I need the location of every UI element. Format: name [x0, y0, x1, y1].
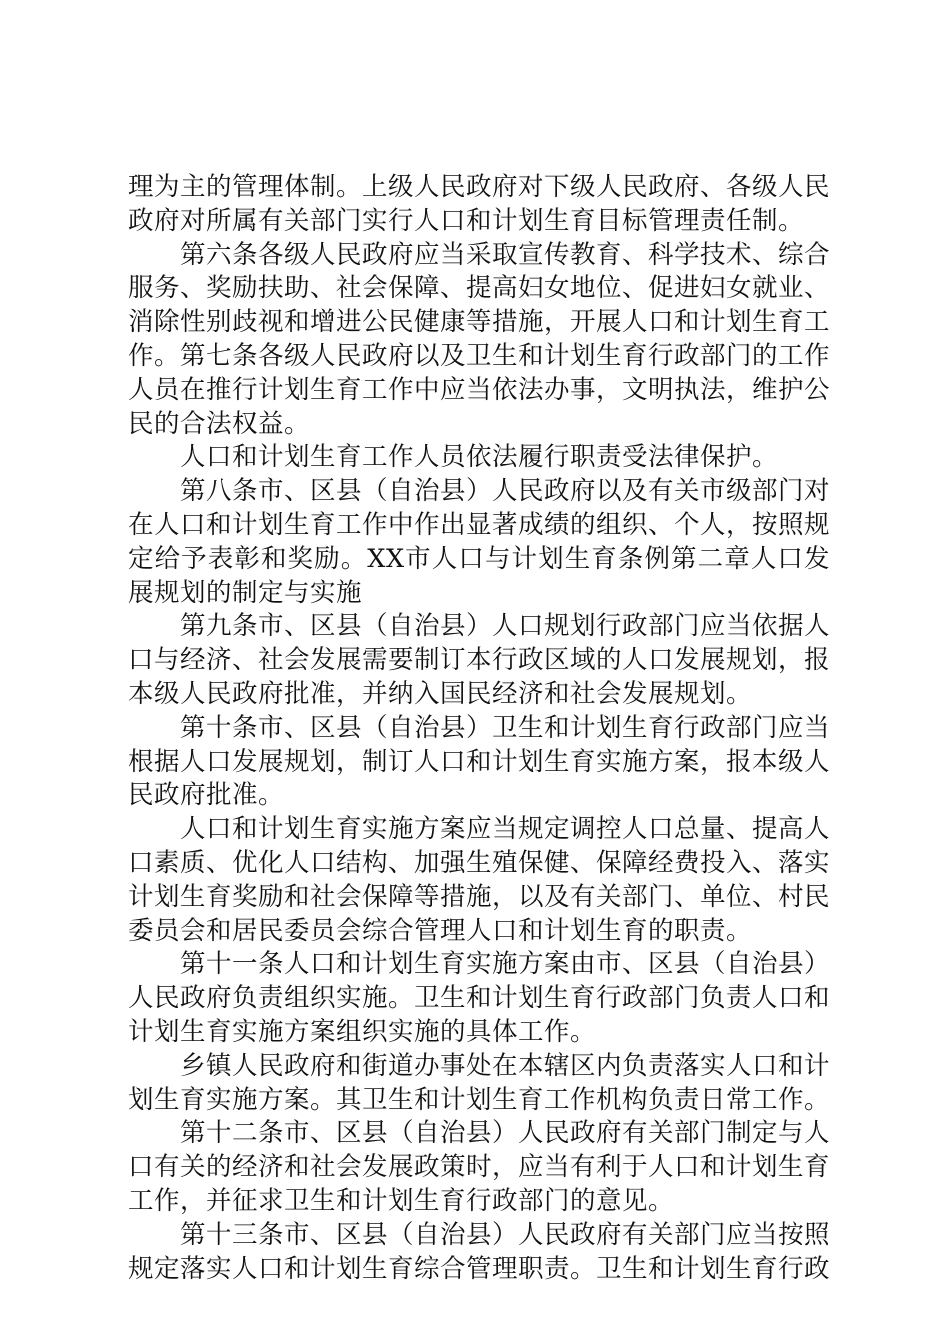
paragraph-article-10: 第十条市、区县（自治县）卫生和计划生育行政部门应当根据人口发展规划，制订人口和计划生育实施方案，报本级人民政府批准。: [128, 712, 831, 811]
paragraph-article-11: 第十一条人口和计划生育实施方案由市、区县（自治县）人民政府负责组织实施。卫生和计划生育行政部门负责人口和计划生育实施方案组织实施的具体工作。: [128, 949, 831, 1047]
paragraph-legal-protection: 人口和计划生育工作人员依法履行职责受法律保护。: [180, 442, 779, 473]
paragraph-article-9: 第九条市、区县（自治县）人口规划行政部门应当依据人口与经济、社会发展需要制订本行政区域的人口发展规划，报本级人民政府批准，并纳入国民经济和社会发展规划。: [128, 611, 831, 709]
paragraph-1: 理为主的管理体制。上级人民政府对下级人民政府、各级人民政府对所属有关部门实行人口和计划生育目标管理责任制。: [128, 172, 831, 236]
paragraph-article-8: 第八条市、区县（自治县）人民政府以及有关市级部门对在人口和计划生育工作中作出显著成绩的组织、个人，按照规定给予表彰和奖励。XX市人口与计划生育条例第二章人口发展规划的制定与实施: [128, 476, 831, 608]
document-body: [128, 171, 830, 1286]
paragraph-article-13: 第十三条市、区县（自治县）人民政府有关部门应当按照规定落实人口和计划生育综合管理职责。卫生和计划生育行政: [128, 1219, 831, 1284]
paragraph-article-6: 第六条各级人民政府应当采取宣传教育、科学技术、综合服务、奖励扶助、社会保障、提高妇女地位、促进妇女就业、消除性别歧视和增进公民健康等措施，开展人口和计划生育工作。第七条各级人民政府以及卫生和计划生育行政部门的工作人员在推行计划生育工作中应当依法办事，文明执法，维护公民的合法权益。: [128, 239, 831, 439]
paragraph-article-12: 第十二条市、区县（自治县）人民政府有关部门制定与人口有关的经济和社会发展政策时，应当有利于人口和计划生育工作，并征求卫生和计划生育行政部门的意见。: [128, 1118, 831, 1216]
paragraph-township-duty: 乡镇人民政府和街道办事处在本辖区内负责落实人口和计划生育实施方案。其卫生和计划生育工作机构负责日常工作。: [128, 1050, 831, 1115]
paragraph-implementation-plan: 人口和计划生育实施方案应当规定调控人口总量、提高人口素质、优化人口结构、加强生殖保健、保障经费投入、落实计划生育奖励和社会保障等措施，以及有关部门、单位、村民委员会和居民委员会综合管理人口和计划生育的职责。: [128, 814, 831, 946]
